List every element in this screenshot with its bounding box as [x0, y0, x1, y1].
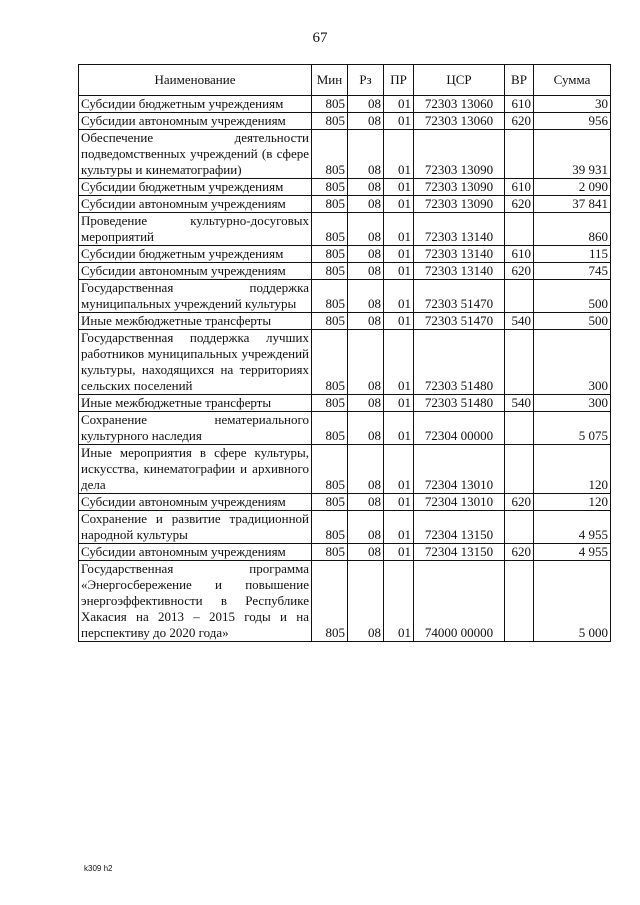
- footer-code: k309 h2: [84, 864, 113, 873]
- row-vr: [505, 330, 534, 395]
- row-rz: 08: [348, 544, 384, 561]
- row-rz: 08: [348, 196, 384, 213]
- row-rz: 08: [348, 412, 384, 445]
- row-min: 805: [312, 246, 348, 263]
- table-row: [79, 130, 611, 179]
- row-csr: 72303 13090: [414, 179, 505, 196]
- row-sum: 300: [534, 395, 611, 412]
- row-sum: 39 931: [534, 130, 611, 179]
- row-vr: 620: [505, 113, 534, 130]
- table-row: [79, 213, 611, 246]
- row-pr: 01: [384, 263, 414, 280]
- row-pr: 01: [384, 511, 414, 544]
- table-row: [79, 246, 611, 263]
- row-rz: 08: [348, 113, 384, 130]
- row-pr: 01: [384, 313, 414, 330]
- row-sum: 500: [534, 313, 611, 330]
- row-sum: 4 955: [534, 544, 611, 561]
- row-pr: 01: [384, 179, 414, 196]
- row-pr: 01: [384, 561, 414, 642]
- table-row: [79, 544, 611, 561]
- row-min: 805: [312, 395, 348, 412]
- row-vr: [505, 445, 534, 494]
- table-row: [79, 561, 611, 642]
- table-row: [79, 113, 611, 130]
- table-row: [79, 330, 611, 395]
- row-csr: 72303 51470: [414, 280, 505, 313]
- col-header-pr: ПР: [384, 65, 414, 96]
- row-csr: 72303 51470: [414, 313, 505, 330]
- row-sum: 30: [534, 96, 611, 113]
- row-vr: 620: [505, 196, 534, 213]
- row-min: 805: [312, 313, 348, 330]
- row-pr: 01: [384, 445, 414, 494]
- table-row: [79, 412, 611, 445]
- row-csr: 72303 51480: [414, 395, 505, 412]
- row-csr: 72303 13090: [414, 196, 505, 213]
- row-min: 805: [312, 280, 348, 313]
- row-min: 805: [312, 494, 348, 511]
- row-csr: 72304 13010: [414, 494, 505, 511]
- row-csr: 72303 13140: [414, 246, 505, 263]
- row-name: Государственная поддержка муниципальных учреждений культуры: [79, 280, 312, 313]
- row-min: 805: [312, 130, 348, 179]
- row-sum: 5 075: [534, 412, 611, 445]
- row-rz: 08: [348, 280, 384, 313]
- row-vr: [505, 130, 534, 179]
- row-vr: [505, 561, 534, 642]
- row-name: Обеспечение деятельности подведомственных учреждений (в сфере культуры и кинематографии): [79, 130, 312, 179]
- row-name: Субсидии бюджетным учреждениям: [79, 246, 312, 263]
- row-min: 805: [312, 196, 348, 213]
- row-csr: 72304 13150: [414, 544, 505, 561]
- table-row: [79, 313, 611, 330]
- col-header-sum: Сумма: [534, 65, 611, 96]
- row-name: Субсидии автономным учреждениям: [79, 263, 312, 280]
- table-row: [79, 280, 611, 313]
- row-name: Иные межбюджетные трансферты: [79, 313, 312, 330]
- row-name: Иные мероприятия в сфере культуры, искусства, кинематографии и архивного дела: [79, 445, 312, 494]
- row-min: 805: [312, 113, 348, 130]
- row-csr: 74000 00000: [414, 561, 505, 642]
- row-vr: 610: [505, 179, 534, 196]
- row-rz: 08: [348, 246, 384, 263]
- row-min: 805: [312, 544, 348, 561]
- row-sum: 860: [534, 213, 611, 246]
- row-vr: 620: [505, 544, 534, 561]
- row-vr: [505, 412, 534, 445]
- row-pr: 01: [384, 544, 414, 561]
- row-pr: 01: [384, 213, 414, 246]
- row-name: Государственная программа «Энергосбережение и повышение энергоэффективности в Республике Хакасия на 2013 – 2015 годы и на перспективу до 2020 года»: [79, 561, 312, 642]
- row-pr: 01: [384, 96, 414, 113]
- page-number: 67: [312, 30, 328, 46]
- col-header-min: Мин: [312, 65, 348, 96]
- row-pr: 01: [384, 113, 414, 130]
- row-min: 805: [312, 96, 348, 113]
- row-min: 805: [312, 511, 348, 544]
- row-csr: 72303 13140: [414, 213, 505, 246]
- row-pr: 01: [384, 246, 414, 263]
- row-rz: 08: [348, 213, 384, 246]
- row-sum: 500: [534, 280, 611, 313]
- row-pr: 01: [384, 494, 414, 511]
- row-pr: 01: [384, 395, 414, 412]
- row-csr: 72303 13090: [414, 130, 505, 179]
- row-sum: 5 000: [534, 561, 611, 642]
- row-vr: 540: [505, 395, 534, 412]
- row-rz: 08: [348, 96, 384, 113]
- row-sum: 300: [534, 330, 611, 395]
- row-vr: [505, 213, 534, 246]
- row-rz: 08: [348, 445, 384, 494]
- row-vr: 540: [505, 313, 534, 330]
- row-rz: 08: [348, 263, 384, 280]
- row-min: 805: [312, 445, 348, 494]
- table-row: [79, 179, 611, 196]
- row-csr: 72304 00000: [414, 412, 505, 445]
- row-rz: 08: [348, 511, 384, 544]
- row-sum: 120: [534, 445, 611, 494]
- row-rz: 08: [348, 494, 384, 511]
- col-header-csr: ЦСР: [414, 65, 505, 96]
- row-name: Сохранение нематериального культурного наследия: [79, 412, 312, 445]
- row-sum: 37 841: [534, 196, 611, 213]
- row-name: Субсидии бюджетным учреждениям: [79, 179, 312, 196]
- row-sum: 120: [534, 494, 611, 511]
- row-name: Субсидии автономным учреждениям: [79, 544, 312, 561]
- row-pr: 01: [384, 196, 414, 213]
- col-header-rz: Рз: [348, 65, 384, 96]
- row-sum: 4 955: [534, 511, 611, 544]
- row-min: 805: [312, 263, 348, 280]
- row-name: Субсидии автономным учреждениям: [79, 113, 312, 130]
- row-vr: 610: [505, 96, 534, 113]
- row-vr: 610: [505, 246, 534, 263]
- row-csr: 72304 13010: [414, 445, 505, 494]
- row-rz: 08: [348, 179, 384, 196]
- row-rz: 08: [348, 330, 384, 395]
- table-row: [79, 196, 611, 213]
- row-csr: 72303 51480: [414, 330, 505, 395]
- table-row: [79, 494, 611, 511]
- row-rz: 08: [348, 313, 384, 330]
- row-name: Проведение культурно-досуговых мероприятий: [79, 213, 312, 246]
- table-row: [79, 511, 611, 544]
- row-rz: 08: [348, 561, 384, 642]
- row-pr: 01: [384, 130, 414, 179]
- budget-table: [78, 64, 611, 642]
- row-rz: 08: [348, 395, 384, 412]
- row-csr: 72303 13140: [414, 263, 505, 280]
- row-min: 805: [312, 179, 348, 196]
- row-csr: 72303 13060: [414, 113, 505, 130]
- row-name: Субсидии автономным учреждениям: [79, 196, 312, 213]
- row-csr: 72304 13150: [414, 511, 505, 544]
- row-min: 805: [312, 561, 348, 642]
- row-pr: 01: [384, 412, 414, 445]
- row-name: Субсидии бюджетным учреждениям: [79, 96, 312, 113]
- table-row: [79, 96, 611, 113]
- row-name: Иные межбюджетные трансферты: [79, 395, 312, 412]
- row-name: Сохранение и развитие традиционной народной культуры: [79, 511, 312, 544]
- row-vr: 620: [505, 263, 534, 280]
- row-min: 805: [312, 330, 348, 395]
- row-vr: [505, 511, 534, 544]
- row-sum: 956: [534, 113, 611, 130]
- row-name: Государственная поддержка лучших работников муниципальных учреждений культуры, находящихся на территориях сельских поселений: [79, 330, 312, 395]
- row-csr: 72303 13060: [414, 96, 505, 113]
- row-sum: 2 090: [534, 179, 611, 196]
- row-sum: 745: [534, 263, 611, 280]
- table-header-row: [79, 65, 611, 96]
- row-pr: 01: [384, 330, 414, 395]
- row-pr: 01: [384, 280, 414, 313]
- table-row: [79, 445, 611, 494]
- table-body: [79, 96, 611, 642]
- row-vr: 620: [505, 494, 534, 511]
- row-rz: 08: [348, 130, 384, 179]
- table-row: [79, 395, 611, 412]
- col-header-vr: ВР: [505, 65, 534, 96]
- col-header-name: Наименование: [79, 65, 312, 96]
- row-name: Субсидии автономным учреждениям: [79, 494, 312, 511]
- table-row: [79, 263, 611, 280]
- row-vr: [505, 280, 534, 313]
- row-min: 805: [312, 412, 348, 445]
- row-sum: 115: [534, 246, 611, 263]
- row-min: 805: [312, 213, 348, 246]
